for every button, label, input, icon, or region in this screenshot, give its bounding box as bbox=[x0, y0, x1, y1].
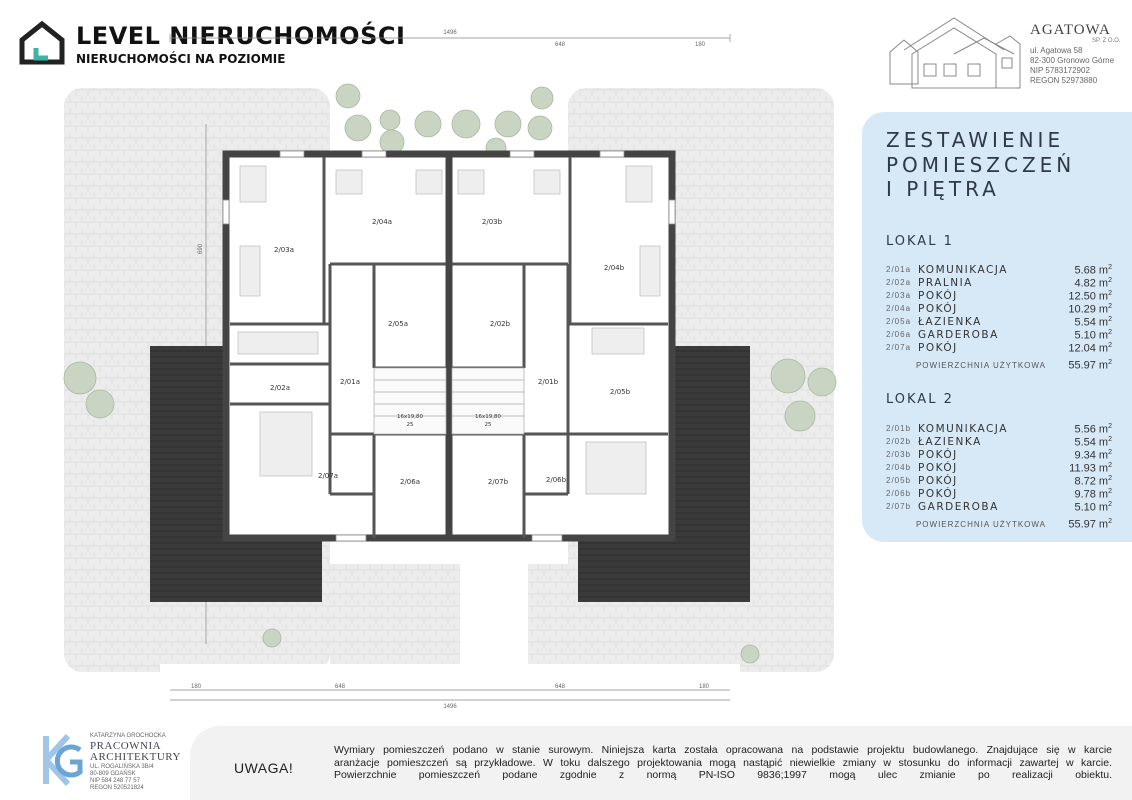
total-label: POWIERZCHNIA UŻYTKOWA bbox=[915, 361, 1046, 370]
room-row bbox=[886, 475, 1112, 488]
room-label-2/02a: 2/02a bbox=[269, 384, 291, 392]
room-code: 2/07a bbox=[886, 343, 912, 352]
paving-bottom-left bbox=[330, 564, 460, 672]
room-name: POKÓJ bbox=[918, 449, 958, 461]
dim-bottom-total: 1496 bbox=[443, 704, 457, 710]
room-area: 5.10 $m^2$ bbox=[1074, 329, 1112, 342]
room-area: 5.54 $m^2$ bbox=[1074, 316, 1112, 329]
unit-1-total-row bbox=[886, 359, 1112, 372]
warning-label: UWAGA! bbox=[234, 760, 294, 776]
disclaimer-line: Wymiary pomieszczeń podano w stanie surowym. Niniejsza karta została opracowana na podstawie projektu budowlanego. Znajdujące się w karcie bbox=[334, 744, 1112, 756]
room-code: 2/05a bbox=[886, 317, 912, 326]
room-name: POKÓJ bbox=[918, 475, 958, 487]
room-label-2/01a: 2/01a bbox=[339, 378, 361, 386]
room-label-2/06b: 2/06b bbox=[545, 476, 567, 484]
summary-title-line: ZESTAWIENIE bbox=[886, 128, 1065, 152]
room-label-2/03b: 2/03b bbox=[481, 218, 503, 226]
architect-name: PRACOWNIA bbox=[90, 740, 162, 752]
room-name: KOMUNIKACJA bbox=[918, 423, 1008, 435]
room-label-2/06a: 2/06a bbox=[399, 478, 421, 486]
room-label-2/05b: 2/05b bbox=[609, 388, 631, 396]
room-label-2/05a: 2/05a bbox=[387, 320, 409, 328]
room-area: 11.93 $m^2$ bbox=[1069, 462, 1112, 475]
room-code: 2/05b bbox=[886, 476, 912, 485]
room-name: POKÓJ bbox=[918, 488, 958, 500]
room-code: 2/01b bbox=[886, 424, 912, 433]
room-area: 5.10 $m^2$ bbox=[1074, 501, 1112, 514]
unit-2-total-row bbox=[886, 518, 1112, 531]
summary-title-line: POMIESZCZEŃ bbox=[886, 152, 1076, 177]
room-name: KOMUNIKACJA bbox=[918, 264, 1008, 276]
room-row bbox=[886, 290, 1112, 303]
room-row bbox=[886, 277, 1112, 290]
unit-2-title: LOKAL 2 bbox=[886, 392, 954, 407]
architect-detail: NIP 584 248 77 57 bbox=[90, 778, 140, 784]
dim-bottom-b: 648 bbox=[334, 684, 346, 690]
room-code: 2/06a bbox=[886, 330, 912, 339]
disclaimer-line: Powierzchnie pomieszczeń podane zgodnie z normą PN-ISO 9836;1997 mogą ulec zmianie po realizacji obiektu. bbox=[334, 769, 1112, 781]
room-label-2/02b: 2/02b bbox=[489, 320, 511, 328]
house-sketch-icon bbox=[884, 14, 1022, 92]
roof-left bbox=[150, 346, 232, 602]
room-label-2/04a: 2/04a bbox=[371, 218, 393, 226]
room-name: POKÓJ bbox=[918, 290, 958, 302]
room-label-2/04b: 2/04b bbox=[603, 264, 625, 272]
architect-detail: REGON 520521824 bbox=[90, 785, 144, 791]
dim-top-total: 1496 bbox=[443, 30, 457, 36]
room-row bbox=[886, 316, 1112, 329]
summary-title bbox=[886, 128, 1075, 202]
room-area: 8.72 $m^2$ bbox=[1074, 475, 1112, 488]
developer-name: AGATOWA bbox=[1030, 22, 1111, 38]
dim-left-a: 690 bbox=[198, 243, 204, 254]
room-row bbox=[886, 423, 1112, 436]
dim-top-b: 180 bbox=[694, 42, 706, 48]
room-area: 10.29 $m^2$ bbox=[1068, 303, 1112, 316]
developer-nip: NIP 5783172902 bbox=[1030, 66, 1090, 75]
developer-address-line: ul. Agatowa 58 bbox=[1030, 46, 1083, 55]
brand-subtitle: NIERUCHOMOŚCI NA POZIOMIE bbox=[76, 52, 286, 66]
room-code: 2/04b bbox=[886, 463, 912, 472]
grass-front bbox=[160, 664, 740, 672]
room-name: POKÓJ bbox=[918, 462, 958, 474]
stair-sub-b: 25 bbox=[484, 422, 492, 428]
stair-sub-a: 25 bbox=[406, 422, 414, 428]
room-code: 2/02b bbox=[886, 437, 912, 446]
dim-bottom-c: 648 bbox=[554, 684, 566, 690]
room-code: 2/04a bbox=[886, 304, 912, 313]
room-row bbox=[886, 501, 1112, 514]
unit-1-title: LOKAL 1 bbox=[886, 234, 954, 249]
total-label: POWIERZCHNIA UŻYTKOWA bbox=[915, 520, 1046, 529]
roof-right-bottom bbox=[578, 536, 668, 602]
architect-detail: UL. ROGALIŃSKA 3B/4 bbox=[90, 764, 154, 770]
room-name: ŁAZIENKA bbox=[918, 316, 982, 328]
room-name: POKÓJ bbox=[918, 342, 958, 354]
disclaimer bbox=[334, 744, 1112, 782]
disclaimer-line: aranżacje pomieszczeń są przykładowe. W toku dalszego projektowania mogą nastąpić niewielkie zmiany w stosunku do informacji zawartej w karcie. bbox=[334, 756, 1112, 769]
room-area: 9.78 $m^2$ bbox=[1074, 488, 1112, 501]
room-code: 2/07b bbox=[886, 502, 912, 511]
architect-owner: KATARZYNA GROCHOCKA bbox=[90, 733, 166, 739]
architect-detail: 80-809 GDAŃSK bbox=[90, 771, 136, 777]
kg-monogram-icon bbox=[40, 732, 84, 788]
room-area: 5.68 $m^2$ bbox=[1074, 264, 1112, 277]
developer-suffix: SP. Z O.O. bbox=[1092, 38, 1121, 44]
developer-regon: REGON 52973880 bbox=[1030, 76, 1098, 85]
dim-bottom-a: 180 bbox=[190, 684, 202, 690]
room-name: POKÓJ bbox=[918, 303, 958, 315]
roof-right bbox=[668, 346, 750, 602]
room-row bbox=[886, 436, 1112, 449]
room-label-2/01b: 2/01b bbox=[537, 378, 559, 386]
room-name: GARDEROBA bbox=[918, 501, 999, 513]
room-area: 9.34 $m^2$ bbox=[1074, 449, 1112, 462]
developer-address-line: 82-300 Gronowo Górne bbox=[1030, 56, 1115, 65]
room-row bbox=[886, 264, 1112, 277]
room-row bbox=[886, 449, 1112, 462]
room-row bbox=[886, 342, 1112, 355]
summary-title-line: I PIĘTRA bbox=[886, 177, 1000, 201]
room-area: 12.04 $m^2$ bbox=[1068, 342, 1112, 355]
architect-name: ARCHITEKTURY bbox=[90, 751, 181, 763]
room-area: 12.50 $m^2$ bbox=[1068, 290, 1112, 303]
room-name: GARDEROBA bbox=[918, 329, 999, 341]
room-name: ŁAZIENKA bbox=[918, 436, 982, 448]
room-row bbox=[886, 303, 1112, 316]
room-area: 5.54 $m^2$ bbox=[1074, 436, 1112, 449]
room-label-2/07a: 2/07a bbox=[317, 472, 339, 480]
stair-label-b: 16x19,80 bbox=[475, 414, 501, 420]
room-name: PRALNIA bbox=[918, 277, 973, 289]
room-row bbox=[886, 329, 1112, 342]
total-area: 55.97 $m^2$ bbox=[1068, 518, 1112, 531]
room-code: 2/03b bbox=[886, 450, 912, 459]
room-row bbox=[886, 488, 1112, 501]
room-label-2/03a: 2/03a bbox=[273, 246, 295, 254]
dim-top-a: 648 bbox=[554, 42, 566, 48]
total-area: 55.97 $m^2$ bbox=[1068, 359, 1112, 372]
room-code: 2/06b bbox=[886, 489, 912, 498]
floor-plan bbox=[40, 24, 852, 724]
roof-left-bottom bbox=[232, 536, 322, 602]
brand-title: LEVEL NIERUCHOMOŚCI bbox=[76, 22, 406, 50]
room-area: 4.82 $m^2$ bbox=[1074, 277, 1112, 290]
room-label-2/07b: 2/07b bbox=[487, 478, 509, 486]
stair-label-a: 16x19,80 bbox=[397, 414, 423, 420]
room-code: 2/03a bbox=[886, 291, 912, 300]
room-area: 5.56 $m^2$ bbox=[1074, 423, 1112, 436]
dim-bottom-d: 180 bbox=[698, 684, 710, 690]
room-row bbox=[886, 462, 1112, 475]
room-code: 2/01a bbox=[886, 265, 912, 274]
room-code: 2/02a bbox=[886, 278, 912, 287]
